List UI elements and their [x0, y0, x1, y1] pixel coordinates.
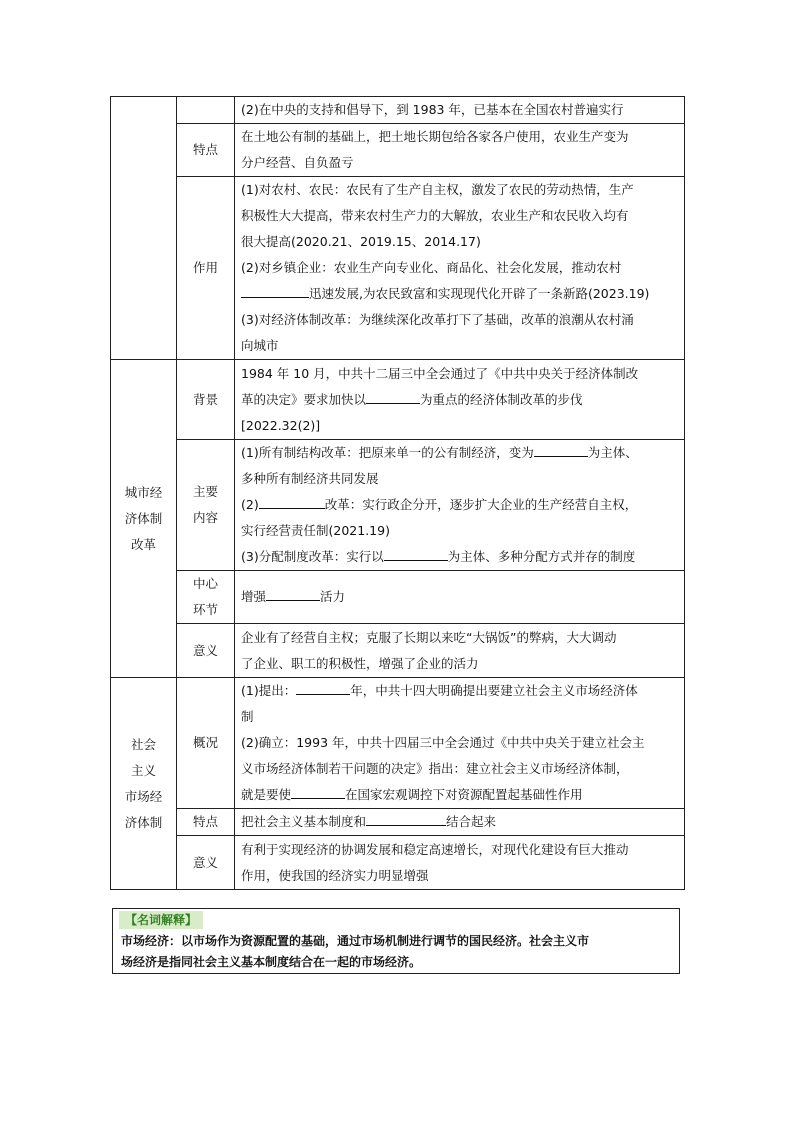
fill-blank[interactable]: [366, 811, 446, 826]
market-overview-text: [235, 678, 685, 809]
text-fragment: 改革：实行政企分开，逐步扩大企业的生产经营自主权，: [324, 497, 638, 512]
section-label-line: 改革: [130, 536, 156, 552]
text-fragment: 把社会主义基本制度和: [241, 814, 367, 829]
fill-blank[interactable]: [259, 494, 325, 509]
text-line: [241, 782, 680, 808]
text-line: [241, 544, 680, 570]
rural-feature-text: [235, 124, 685, 177]
text-line: 在土地公有制的基础上，把土地长期包给各家各户使用，农业生产变为: [241, 129, 629, 144]
text-line: [241, 492, 680, 518]
text-line: (2)对乡镇企业：农业生产向专业化、商品化、社会化发展，推动农村: [241, 260, 622, 275]
fill-blank[interactable]: [266, 586, 320, 601]
row-label-meaning: 意义: [177, 836, 235, 890]
fill-blank[interactable]: [291, 784, 345, 799]
text-line: 很大提高(2020.21、2019.15、2014.17): [241, 234, 481, 249]
text-fragment: 就是要使: [241, 787, 292, 802]
urban-section-label: [111, 360, 177, 678]
text-line: 了企业、职工的积极性，增强了企业的活力: [241, 655, 479, 671]
text-fragment: 为重点的经济体制改革的步伐: [420, 391, 583, 407]
text-line: [121, 931, 673, 952]
row-label-effect: 作用: [177, 177, 235, 360]
glossary-term: 市场经济：: [121, 934, 182, 948]
section-label-line: 济体制: [124, 510, 163, 526]
urban-background-text: [235, 360, 685, 440]
text-line: 制: [241, 709, 254, 724]
text-fragment: 年，中共十四大明确提出要建立社会主义市场经济体: [350, 683, 638, 698]
fill-blank[interactable]: [241, 283, 309, 298]
fill-blank[interactable]: [534, 442, 588, 457]
market-meaning-text: [235, 836, 685, 890]
text-line: [241, 440, 680, 466]
glossary-definition: 以市场作为资源配置的基础，通过市场机制进行调节的国民经济。社会主义市: [181, 934, 590, 948]
text-line: 实行经营责任制(2021.19): [241, 523, 390, 538]
glossary-body: [121, 931, 673, 973]
text-fragment: (2): [241, 497, 259, 512]
text-line: [2022.32(2)]: [241, 417, 321, 433]
text-line: 1984 年 10 月，中共十二届三中全会通过了《中共中央关于经济体制改: [241, 365, 639, 381]
text-line: (3)对经济体制改革：为继续深化改革打下了基础，改革的浪潮从农村涌: [241, 312, 634, 327]
glossary-title: 【名词解释】: [119, 911, 203, 929]
row-label-feature: 特点: [177, 809, 235, 836]
text-fragment: 在国家宏观调控下对资源配置起基础性作用: [345, 787, 583, 802]
urban-content-text: [235, 440, 685, 571]
text-line: 义市场经济体制若干问题的决定》指出：建立社会主义市场经济体制，: [241, 761, 629, 776]
text-fragment: (1)所有制结构改革：把原来单一的公有制经济，变为: [241, 445, 534, 460]
knowledge-table: [110, 96, 685, 890]
text-fragment: 为主体、: [587, 445, 638, 460]
label-line: 主要: [192, 484, 218, 499]
text-line: 有利于实现经济的协调发展和稳定高速增长，对现代化建设有巨大推动: [241, 841, 629, 857]
section-label-line: 市场经: [124, 788, 163, 804]
fill-blank[interactable]: [296, 680, 350, 695]
text-fragment: 为主体、多种分配方式并存的制度: [447, 549, 636, 564]
text-fragment: 迅速发展,为农民致富和实现现代化开辟了一条新路(2023.19): [309, 286, 650, 301]
text-line: 积极性大大提高，带来农村生产力的大解放，农业生产和农民收入均有: [241, 208, 629, 223]
urban-center-text: [235, 571, 685, 624]
row-label-background: 背景: [177, 360, 235, 440]
section-label-line: 主义: [130, 762, 156, 778]
text-fragment: 革的决定》要求加快以: [241, 391, 367, 407]
text-line: [241, 584, 680, 610]
text-line: (1)对农村、农民：农民有了生产自主权，激发了农民的劳动热情，生产: [241, 182, 634, 197]
label-line: 中心: [192, 576, 218, 591]
text-line: 作用，使我国的经济实力明显增强: [241, 867, 429, 883]
rural-effect-text: [235, 177, 685, 360]
text-line: 场经济是指同社会主义基本制度结合在一起的市场经济。: [121, 955, 422, 969]
text-line: 多种所有制经济共同发展: [241, 471, 379, 486]
row-label-overview: 概况: [177, 678, 235, 809]
text-line: [241, 678, 680, 704]
text-fragment: 增强: [241, 589, 267, 604]
text-line: [241, 281, 680, 307]
row-label-center-link: [177, 571, 235, 624]
text-line: [241, 387, 680, 413]
section-label-line: 城市经: [124, 484, 163, 500]
market-section-label: [111, 678, 177, 890]
market-feature-text: [235, 809, 685, 836]
row-label-feature: 特点: [177, 124, 235, 177]
rural-section-label: [111, 97, 177, 360]
text-line: (2)确立：1993 年，中共十四届三中全会通过《中共中央关于建立社会主: [241, 735, 645, 750]
label-line: 内容: [192, 510, 218, 525]
row-label-empty: [177, 97, 235, 124]
glossary-box: [112, 908, 680, 974]
text-fragment: (3)分配制度改革：实行以: [241, 549, 384, 564]
text-fragment: (1)提出：: [241, 683, 297, 698]
fill-blank[interactable]: [384, 546, 448, 561]
text-fragment: 活力: [320, 589, 346, 604]
label-line: 环节: [192, 602, 218, 617]
rural-extra-line: (2)在中央的支持和倡导下，到 1983 年，已基本在全国农村普遍实行: [235, 97, 685, 124]
text-line: 向城市: [241, 338, 279, 353]
text-fragment: 结合起来: [446, 814, 497, 829]
urban-meaning-text: [235, 624, 685, 678]
text-line: [241, 809, 680, 835]
text-line: 企业有了经营自主权；克服了长期以来吃“大锅饭”的弊病，大大调动: [241, 629, 617, 645]
section-label-line: 社会: [130, 736, 156, 752]
fill-blank[interactable]: [366, 389, 420, 404]
row-label-main-content: [177, 440, 235, 571]
section-label-line: 济体制: [124, 814, 163, 830]
text-line: 分户经营、自负盈亏: [241, 155, 354, 170]
row-label-meaning: 意义: [177, 624, 235, 678]
